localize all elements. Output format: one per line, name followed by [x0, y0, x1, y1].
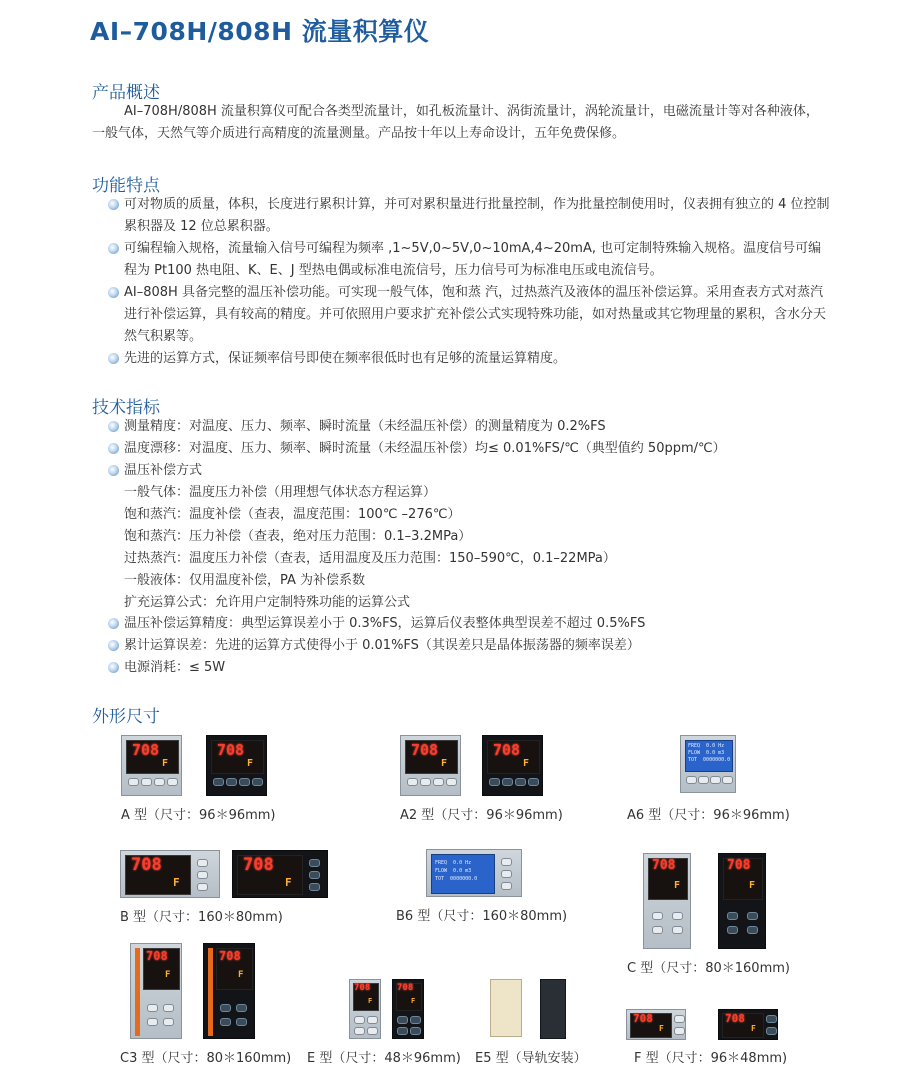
caption-b: B 型（尺寸：160＊80mm)	[120, 910, 283, 925]
instrument-c-light: 708 F	[643, 853, 691, 949]
instrument-e-dark: 708 F	[392, 979, 424, 1039]
feature-item: 可编程输入规格，流量输入信号可编程为频率 ,1~5V,0~5V,0~10mA,4~20mA, 也可定制特殊输入规格。温度信号可编程为 Pt100 热电阻、K、E、J 型热电偶或标准电流信号，压力信号可为标准电压或电流信号。	[108, 238, 834, 282]
instrument-f-light: 708 F	[626, 1009, 686, 1040]
spec-item: 温压补偿方式	[108, 460, 834, 482]
instrument-c3-dark: 708 F	[203, 943, 255, 1039]
feature-item: AI–808H 具备完整的温压补偿功能。可实现一般气体，饱和蒸 汽，过热蒸汽及液体的温压补偿运算。采用查表方式对蒸汽进行补偿运算，具有较高的精度。并可依照用户要求扩充补偿公式实现特殊功能，如对热量或其它物理量的累积，含水分天然气积累等。	[108, 282, 834, 348]
overview-text: AI–708H/808H 流量积算仪可配合各类型流量计，如孔板流量计、涡街流量计，涡轮流量计，电磁流量计等对各种液体，一般气体，天然气等介质进行高精度的流量测量。产品按十年以上寿命设计，五年免费保修。	[92, 104, 819, 141]
instrument-a-light: 708 F	[121, 735, 182, 796]
spec-item: 温度漂移：对温度、压力、频率、瞬时流量（未经温压补偿）均≤ 0.01%FS/℃（典型值约 50ppm/℃）	[108, 438, 834, 460]
caption-a: A 型（尺寸：96＊96mm)	[121, 808, 276, 823]
instrument-c-dark: 708 F	[718, 853, 766, 949]
spec-sub-item: 饱和蒸汽：压力补偿（查表，绝对压力范围：0.1–3.2MPa）	[124, 529, 472, 544]
caption-f: F 型（尺寸：96＊48mm)	[634, 1051, 788, 1066]
caption-c3: C3 型（尺寸：80＊160mm)	[120, 1051, 292, 1066]
dimensions-heading: 外形尺寸	[92, 707, 160, 727]
instrument-e-light: 708 F	[349, 979, 381, 1039]
spec-sub-item: 过热蒸汽：温度压力补偿（查表，适用温度及压力范围：150–590℃，0.1–22MPa）	[124, 551, 616, 566]
instrument-c3-light: 708 F	[130, 943, 182, 1039]
instrument-f-dark: 708 F	[718, 1009, 778, 1040]
instrument-b6: FREQ 0.0 Hz FLOW 0.0 m3 TOT 0000000.0	[426, 849, 522, 897]
spec-item: 累计运算误差：先进的运算方式使得小于 0.01%FS（其误差只是晶体振荡器的频率误差）	[108, 635, 834, 657]
spec-item: 温压补偿运算精度：典型运算误差小于 0.3%FS，运算后仪表整体典型误差不超过 0.5%FS	[108, 613, 834, 635]
spec-sub-item: 一般液体：仅用温度补偿，PA 为补偿系数	[124, 573, 366, 588]
specs-heading: 技术指标	[92, 398, 160, 418]
spec-sub-item: 一般气体：温度压力补偿（用理想气体状态方程运算）	[124, 485, 437, 500]
feature-item: 可对物质的质量，体积，长度进行累积计算，并可对累积量进行批量控制，作为批量控制使用时，仪表拥有独立的 4 位控制累积器及 12 位总累积器。	[108, 194, 834, 238]
rail-module-dark	[540, 979, 566, 1039]
overview-heading: 产品概述	[92, 83, 160, 103]
caption-e5: E5 型（导轨安装）	[475, 1051, 587, 1066]
page-title: AI–708H/808H 流量积算仪	[90, 17, 430, 46]
caption-a2: A2 型（尺寸：96＊96mm)	[400, 808, 563, 823]
instrument-a6: FREQ 0.0 Hz FLOW 0.0 m3 TOT 0000000.0	[680, 735, 736, 793]
feature-item: 先进的运算方式，保证频率信号即使在频率很低时也有足够的流量运算精度。	[108, 348, 834, 370]
caption-c: C 型（尺寸：80＊160mm)	[627, 961, 790, 976]
features-heading: 功能特点	[92, 176, 160, 196]
rail-module-light	[490, 979, 522, 1037]
instrument-a2-dark: 708 F	[482, 735, 543, 796]
instrument-a-dark: 708 F	[206, 735, 267, 796]
spec-sub-item: 饱和蒸汽：温度补偿（查表，温度范围：100℃ –276℃）	[124, 507, 461, 522]
instrument-a2-light: 708 F	[400, 735, 461, 796]
caption-e: E 型（尺寸：48＊96mm)	[307, 1051, 461, 1066]
caption-b6: B6 型（尺寸：160＊80mm)	[396, 909, 568, 924]
spec-sub-item: 扩充运算公式：允许用户定制特殊功能的运算公式	[124, 595, 411, 610]
instrument-b-light: 708 F	[120, 850, 220, 898]
spec-item: 电源消耗：≤ 5W	[108, 657, 834, 679]
caption-a6: A6 型（尺寸：96＊96mm)	[627, 808, 790, 823]
instrument-b-dark: 708 F	[232, 850, 328, 898]
spec-item: 测量精度：对温度、压力、频率、瞬时流量（未经温压补偿）的测量精度为 0.2%FS	[108, 416, 834, 438]
